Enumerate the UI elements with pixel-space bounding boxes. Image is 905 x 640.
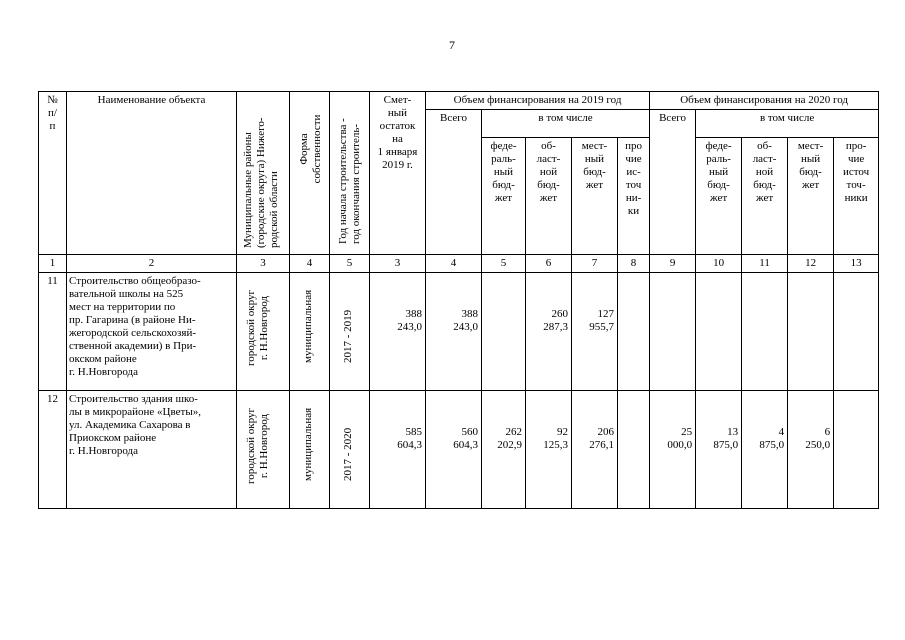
header-including-2020: в том числе <box>696 110 879 138</box>
row-other-2020 <box>834 273 879 391</box>
row-regional-2019: 260 287,3 <box>526 273 572 391</box>
header-federal-2019: феде- раль- ный бюд- жет <box>482 138 526 255</box>
column-numbers-row <box>39 255 879 273</box>
row-name: Строительство общеобразо- вательной школы на 525 мест на территории по пр. Гагарина (в районе Ни- жегородской сельскохозяй- ственной академии) в При- окском районе г. Н.Новгорода <box>67 273 237 391</box>
header-local-2019: мест- ный бюд- жет <box>572 138 618 255</box>
row-local-2020: 6 250,0 <box>788 391 834 509</box>
header-ownership: Форма собственности <box>290 92 330 255</box>
colnum: 4 <box>290 255 330 273</box>
header-regional-2020: об- ласт- ной бюд- жет <box>742 138 788 255</box>
header-fin2020: Объем финансирования на 2020 год <box>650 92 879 110</box>
row-federal-2019 <box>482 273 526 391</box>
row-total-2020 <box>650 273 696 391</box>
colnum: 5 <box>330 255 370 273</box>
row-federal-2019: 262 202,9 <box>482 391 526 509</box>
table-row <box>39 273 879 391</box>
row-ownership: муниципальная <box>290 273 330 391</box>
header-total-2020: Всего <box>650 110 696 255</box>
row-remainder: 585 604,3 <box>370 391 426 509</box>
row-total-2020: 25 000,0 <box>650 391 696 509</box>
row-ownership: муниципальная <box>290 391 330 509</box>
colnum: 1 <box>39 255 67 273</box>
row-district: городской округ г. Н.Новгород <box>237 391 290 509</box>
row-federal-2020 <box>696 273 742 391</box>
header-federal-2020: феде- раль- ный бюд- жет <box>696 138 742 255</box>
colnum: 7 <box>572 255 618 273</box>
row-local-2020 <box>788 273 834 391</box>
row-federal-2020: 13 875,0 <box>696 391 742 509</box>
row-regional-2020 <box>742 273 788 391</box>
row-total-2019: 388 243,0 <box>426 273 482 391</box>
colnum: 3 <box>370 255 426 273</box>
row-years: 2017 - 2019 <box>330 273 370 391</box>
colnum: 12 <box>788 255 834 273</box>
row-num: 12 <box>39 391 67 509</box>
row-regional-2019: 92 125,3 <box>526 391 572 509</box>
colnum: 8 <box>618 255 650 273</box>
header-total-2019: Всего <box>426 110 482 255</box>
colnum: 4 <box>426 255 482 273</box>
colnum: 5 <box>482 255 526 273</box>
colnum: 6 <box>526 255 572 273</box>
row-district: городской округ г. Н.Новгород <box>237 273 290 391</box>
header-local-2020: мест- ный бюд- жет <box>788 138 834 255</box>
row-years: 2017 - 2020 <box>330 391 370 509</box>
row-local-2019: 127 955,7 <box>572 273 618 391</box>
colnum: 13 <box>834 255 879 273</box>
header-other-2019: про чие ис- точ ни- ки <box>618 138 650 255</box>
financing-table <box>38 91 879 509</box>
colnum: 2 <box>67 255 237 273</box>
header-districts: Муниципальные районы (городские округа) Нижего- родской области <box>237 92 290 255</box>
header-including-2019: в том числе <box>482 110 650 138</box>
header-regional-2019: об- ласт- ной бюд- жет <box>526 138 572 255</box>
colnum: 9 <box>650 255 696 273</box>
row-other-2019 <box>618 273 650 391</box>
header-other-2020: про- чие источ точ- ники <box>834 138 879 255</box>
row-local-2019: 206 276,1 <box>572 391 618 509</box>
header-remainder: Смет- ный остаток на 1 января 2019 г. <box>370 92 426 255</box>
colnum: 10 <box>696 255 742 273</box>
header-years: Год начала строительства - год окончания строитель- <box>330 92 370 255</box>
header-fin2019: Объем финансирования на 2019 год <box>426 92 650 110</box>
row-total-2019: 560 604,3 <box>426 391 482 509</box>
colnum: 11 <box>742 255 788 273</box>
header-num: № п/ п <box>39 92 67 255</box>
colnum: 3 <box>237 255 290 273</box>
row-other-2020 <box>834 391 879 509</box>
row-regional-2020: 4 875,0 <box>742 391 788 509</box>
row-num: 11 <box>39 273 67 391</box>
row-remainder: 388 243,0 <box>370 273 426 391</box>
row-other-2019 <box>618 391 650 509</box>
page-number: 7 <box>449 38 455 52</box>
row-name: Строительство здания шко- лы в микрорайоне «Цветы», ул. Академика Сахарова в Приокском районе г. Н.Новгорода <box>67 391 237 509</box>
header-name: Наименование объекта <box>67 92 237 255</box>
table-row <box>39 391 879 509</box>
